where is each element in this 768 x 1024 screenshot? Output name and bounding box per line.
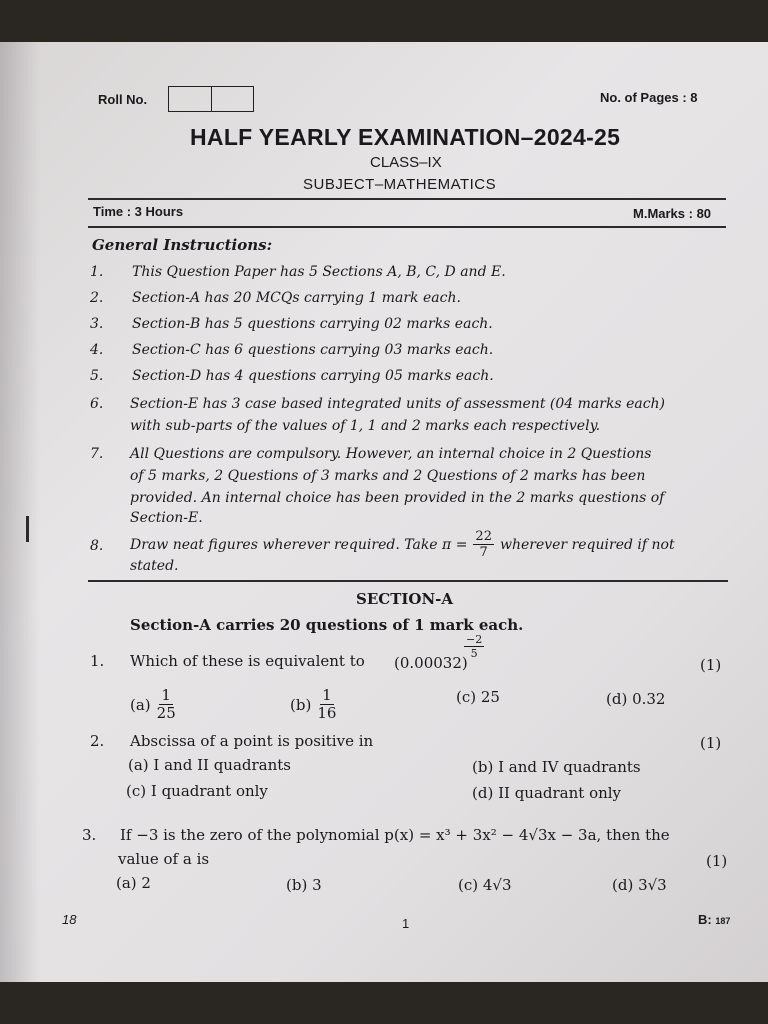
- fraction-numerator: −2: [466, 633, 483, 646]
- question-text: value of a is: [118, 850, 210, 868]
- instruction-number: 2.: [90, 290, 104, 306]
- fraction-denominator: 5: [470, 647, 478, 660]
- instruction-text: Section-A has 20 MCQs carrying 1 mark each.: [132, 290, 461, 306]
- footer-left: 18: [62, 912, 77, 927]
- exam-title: HALF YEARLY EXAMINATION–2024-25: [190, 124, 621, 150]
- question-marks: (1): [700, 734, 722, 752]
- section-title: SECTION-A: [356, 590, 454, 608]
- question-text: Which of these is equivalent to: [130, 652, 365, 670]
- instruction-number: 3.: [90, 316, 104, 332]
- option-b: (b) I and IV quadrants: [472, 758, 641, 776]
- roll-no-boxes: [168, 86, 254, 112]
- exponent: [464, 634, 484, 659]
- option-b: (b) 3: [286, 876, 322, 894]
- footer-code-number: 187: [715, 916, 731, 926]
- fraction-denominator: 16: [317, 704, 337, 722]
- instruction-number: 5.: [90, 368, 104, 384]
- instruction-number: 8.: [90, 538, 104, 554]
- question-marks: (1): [700, 656, 722, 674]
- instruction-text: with sub-parts of the values of 1, 1 and 2 marks each respectively.: [130, 418, 601, 434]
- section-subtitle: Section-A carries 20 questions of 1 mark each.: [130, 616, 524, 634]
- option-c: (c) 4√3: [458, 876, 512, 894]
- option-d: (d) II quadrant only: [472, 784, 622, 802]
- max-marks-label: M.Marks : 80: [633, 206, 712, 221]
- option-d: (d) 0.32: [606, 690, 666, 708]
- divider: [88, 580, 728, 582]
- footer-code: [698, 912, 730, 927]
- instruction-text: provided. An internal choice has been provided in the 2 marks questions of: [130, 490, 665, 506]
- fraction-numerator: 22: [475, 529, 492, 544]
- pi-fraction: [473, 530, 494, 559]
- instruction-number: 4.: [90, 342, 104, 358]
- fraction-denominator: 25: [156, 704, 176, 722]
- instruction-number: 7.: [90, 446, 104, 462]
- question-text: If −3 is the zero of the polynomial p(x) = x³ + 3x² − 4√3x − 3a, then the: [120, 826, 670, 844]
- instruction-text: of 5 marks, 2 Questions of 3 marks and 2 Questions of 2 marks has been: [130, 468, 646, 484]
- question-number: 1.: [90, 652, 105, 670]
- roll-no-label: Roll No.: [98, 92, 148, 107]
- instruction-text: Section-D has 4 questions carrying 05 marks each.: [132, 368, 494, 384]
- instruction-text: Section-E.: [130, 510, 203, 526]
- option-label: (b): [290, 695, 312, 714]
- instructions-heading: General Instructions:: [92, 236, 273, 254]
- option-a: (a) 2: [116, 874, 151, 892]
- page-number: 1: [402, 916, 410, 931]
- footer-code-main: B:: [698, 912, 712, 927]
- instruction-text: stated.: [130, 558, 179, 574]
- divider: [88, 226, 726, 228]
- page-shadow: [0, 42, 40, 982]
- instruction-text: Section-C has 6 questions carrying 03 marks each.: [132, 342, 494, 358]
- fraction-denominator: 7: [479, 545, 488, 560]
- option-d: (d) 3√3: [612, 876, 667, 894]
- instruction-number: 1.: [90, 264, 104, 280]
- option-label: (a): [130, 695, 151, 714]
- question-number: 3.: [82, 826, 97, 844]
- instruction-text: Section-B has 5 questions carrying 02 marks each.: [132, 316, 493, 332]
- question-expression: (0.00032): [394, 654, 468, 672]
- time-label: Time : 3 Hours: [93, 204, 184, 219]
- option-a: [130, 688, 176, 721]
- instruction-text: This Question Paper has 5 Sections A, B, C, D and E.: [132, 264, 506, 280]
- option-c: (c) I quadrant only: [126, 782, 268, 800]
- option-c: (c) 25: [456, 688, 500, 706]
- option-b: [290, 688, 336, 721]
- instruction-number: 6.: [90, 396, 104, 412]
- pages-count: No. of Pages : 8: [600, 90, 698, 105]
- exam-paper: [0, 42, 768, 982]
- instruction-text: All Questions are compulsory. However, an internal choice in 2 Questions: [130, 446, 652, 462]
- question-number: 2.: [90, 732, 105, 750]
- question-text: Abscissa of a point is positive in: [130, 732, 374, 750]
- fraction-numerator: 1: [161, 686, 171, 704]
- fraction-numerator: 1: [322, 686, 332, 704]
- option-a: (a) I and II quadrants: [128, 756, 292, 774]
- subject-label: SUBJECT–MATHEMATICS: [303, 176, 497, 193]
- question-marks: (1): [706, 852, 728, 870]
- instruction-text-part: wherever required if not: [499, 536, 675, 553]
- instruction-text-part: Draw neat figures wherever required. Take π =: [130, 536, 468, 553]
- page-mark: [26, 516, 29, 542]
- divider: [88, 198, 726, 200]
- class-label: CLASS–IX: [370, 154, 442, 171]
- instruction-text: Section-E has 3 case based integrated units of assessment (04 marks each): [130, 396, 666, 412]
- instruction-text: [130, 530, 675, 559]
